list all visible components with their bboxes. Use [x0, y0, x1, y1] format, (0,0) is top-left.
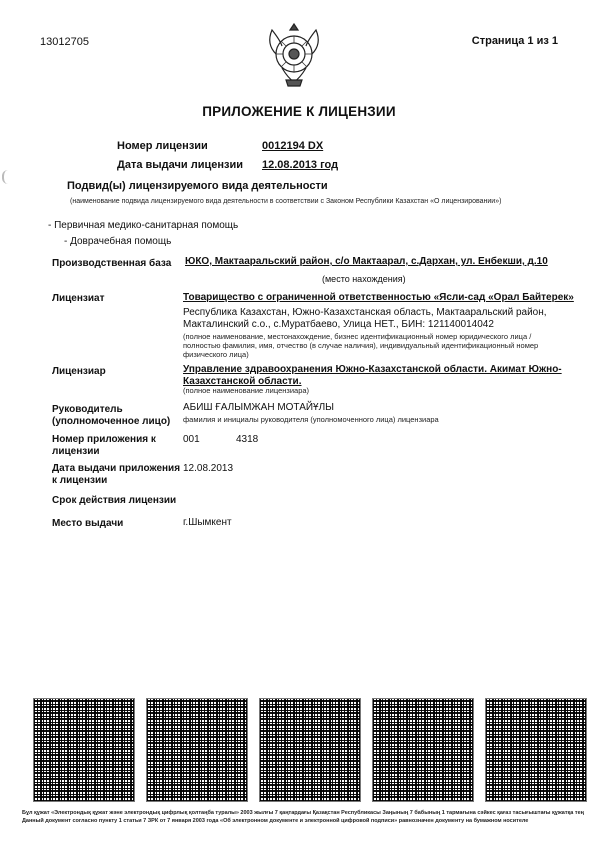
annex-number-label-line: лицензии	[52, 446, 100, 457]
document-number: 13012705	[40, 36, 89, 48]
annex-number-value: 001	[183, 434, 200, 445]
licensor-note: (полное наименование лицензиара)	[183, 386, 310, 395]
qr-code-icon	[259, 698, 361, 802]
production-base-label: Производственная база	[52, 258, 172, 269]
qr-code-icon	[146, 698, 248, 802]
scan-artifact	[2, 170, 16, 184]
qr-code-icon	[372, 698, 474, 802]
head-note: фамилия и инициалы руководителя (уполномоченного лица) лицензиара	[183, 415, 439, 424]
licensee-label: Лицензиат	[52, 293, 105, 304]
state-emblem-icon	[262, 22, 326, 90]
head-label-line: Руководитель	[52, 404, 123, 415]
annex-date-label-line: Дата выдачи приложения	[52, 463, 181, 474]
validity-label: Срок действия лицензии	[52, 495, 177, 506]
licensor-label: Лицензиар	[52, 366, 106, 377]
qr-code-icon	[33, 698, 135, 802]
licensee-address-line: Республика Казахстан, Южно-Казахстанская область, Мактааральский район,	[183, 307, 547, 318]
license-issue-date-value: 12.08.2013 год	[262, 159, 339, 171]
annex-date-value: 12.08.2013	[183, 463, 234, 474]
license-issue-date-label: Дата выдачи лицензии	[117, 159, 243, 171]
qr-code-icon	[485, 698, 587, 802]
production-base-value: ЮКО, Мактааральский район, с/о Мактаарал, с.Дархан, ул. Енбекши, д.10	[185, 256, 548, 267]
license-number-label: Номер лицензии	[117, 140, 208, 152]
licensee-note-line: физического лица)	[183, 350, 249, 359]
production-base-note: (место нахождения)	[322, 274, 406, 284]
page-title: ПРИЛОЖЕНИЕ К ЛИЦЕНЗИИ	[202, 104, 396, 119]
footer-line: Данный документ согласно пункту 1 статьи 7 ЗРК от 7 января 2003 года «Об электронном документе и электронной цифровой подписи» равнозначен документу на бумажном носителе	[22, 818, 529, 824]
licensee-note-line: (полное наименование, местонахождение, бизнес идентификационный номер юридического лица /	[183, 332, 532, 341]
subtype-item: - Доврачебная помощь	[64, 236, 172, 247]
subtype-item: - Первичная медико-санитарная помощь	[48, 220, 239, 231]
annex-number-value: 4318	[236, 434, 259, 445]
license-number-value: 0012194 DX	[262, 140, 324, 152]
annex-date-label-line: к лицензии	[52, 475, 108, 486]
subtype-note: (наименование подвида лицензируемого вида деятельности в соответствии с Законом Республики Казахстан «О лицензировании»)	[70, 198, 502, 205]
licensee-name: Товарищество с ограниченной ответственностью «Ясли-сад «Орал Байтерек»	[183, 292, 574, 303]
place-label: Место выдачи	[52, 518, 124, 529]
page-counter: Страница 1 из 1	[471, 35, 558, 47]
barcode-strip	[33, 698, 587, 802]
subtype-title: Подвид(ы) лицензируемого вида деятельности	[67, 180, 328, 192]
licensee-note-line: полностью фамилия, имя, отчество (в случае наличия), индивидуальный идентификационный номер	[183, 341, 539, 350]
place-value: г.Шымкент	[183, 517, 232, 528]
head-value: АБИШ ҒАЛЫМЖАН МОТАЙҰЛЫ	[183, 402, 335, 413]
licensor-value-line: Управление здравоохранения Южно-Казахстанской области. Акимат Южно-	[183, 364, 562, 375]
licensee-address-line: Макталинский с.о., с.Муратбаево, Улица НЕТ., БИН: 121140014042	[183, 319, 494, 330]
annex-number-label-line: Номер приложения к	[52, 434, 156, 445]
head-label-line: (уполномоченное лицо)	[52, 416, 171, 427]
footer-line: Бұл құжат «Электрондық құжат және электрондық цифрлық қолтаңба туралы» 2003 жылғы 7 қаңтардағы Қазақстан Республикасы Заңының 7 бабының 1 тармағына сәйкес қағаз тасығыштағы құжатқа тең	[22, 810, 584, 816]
licensor-value-line: Казахстанской области.	[183, 376, 302, 387]
